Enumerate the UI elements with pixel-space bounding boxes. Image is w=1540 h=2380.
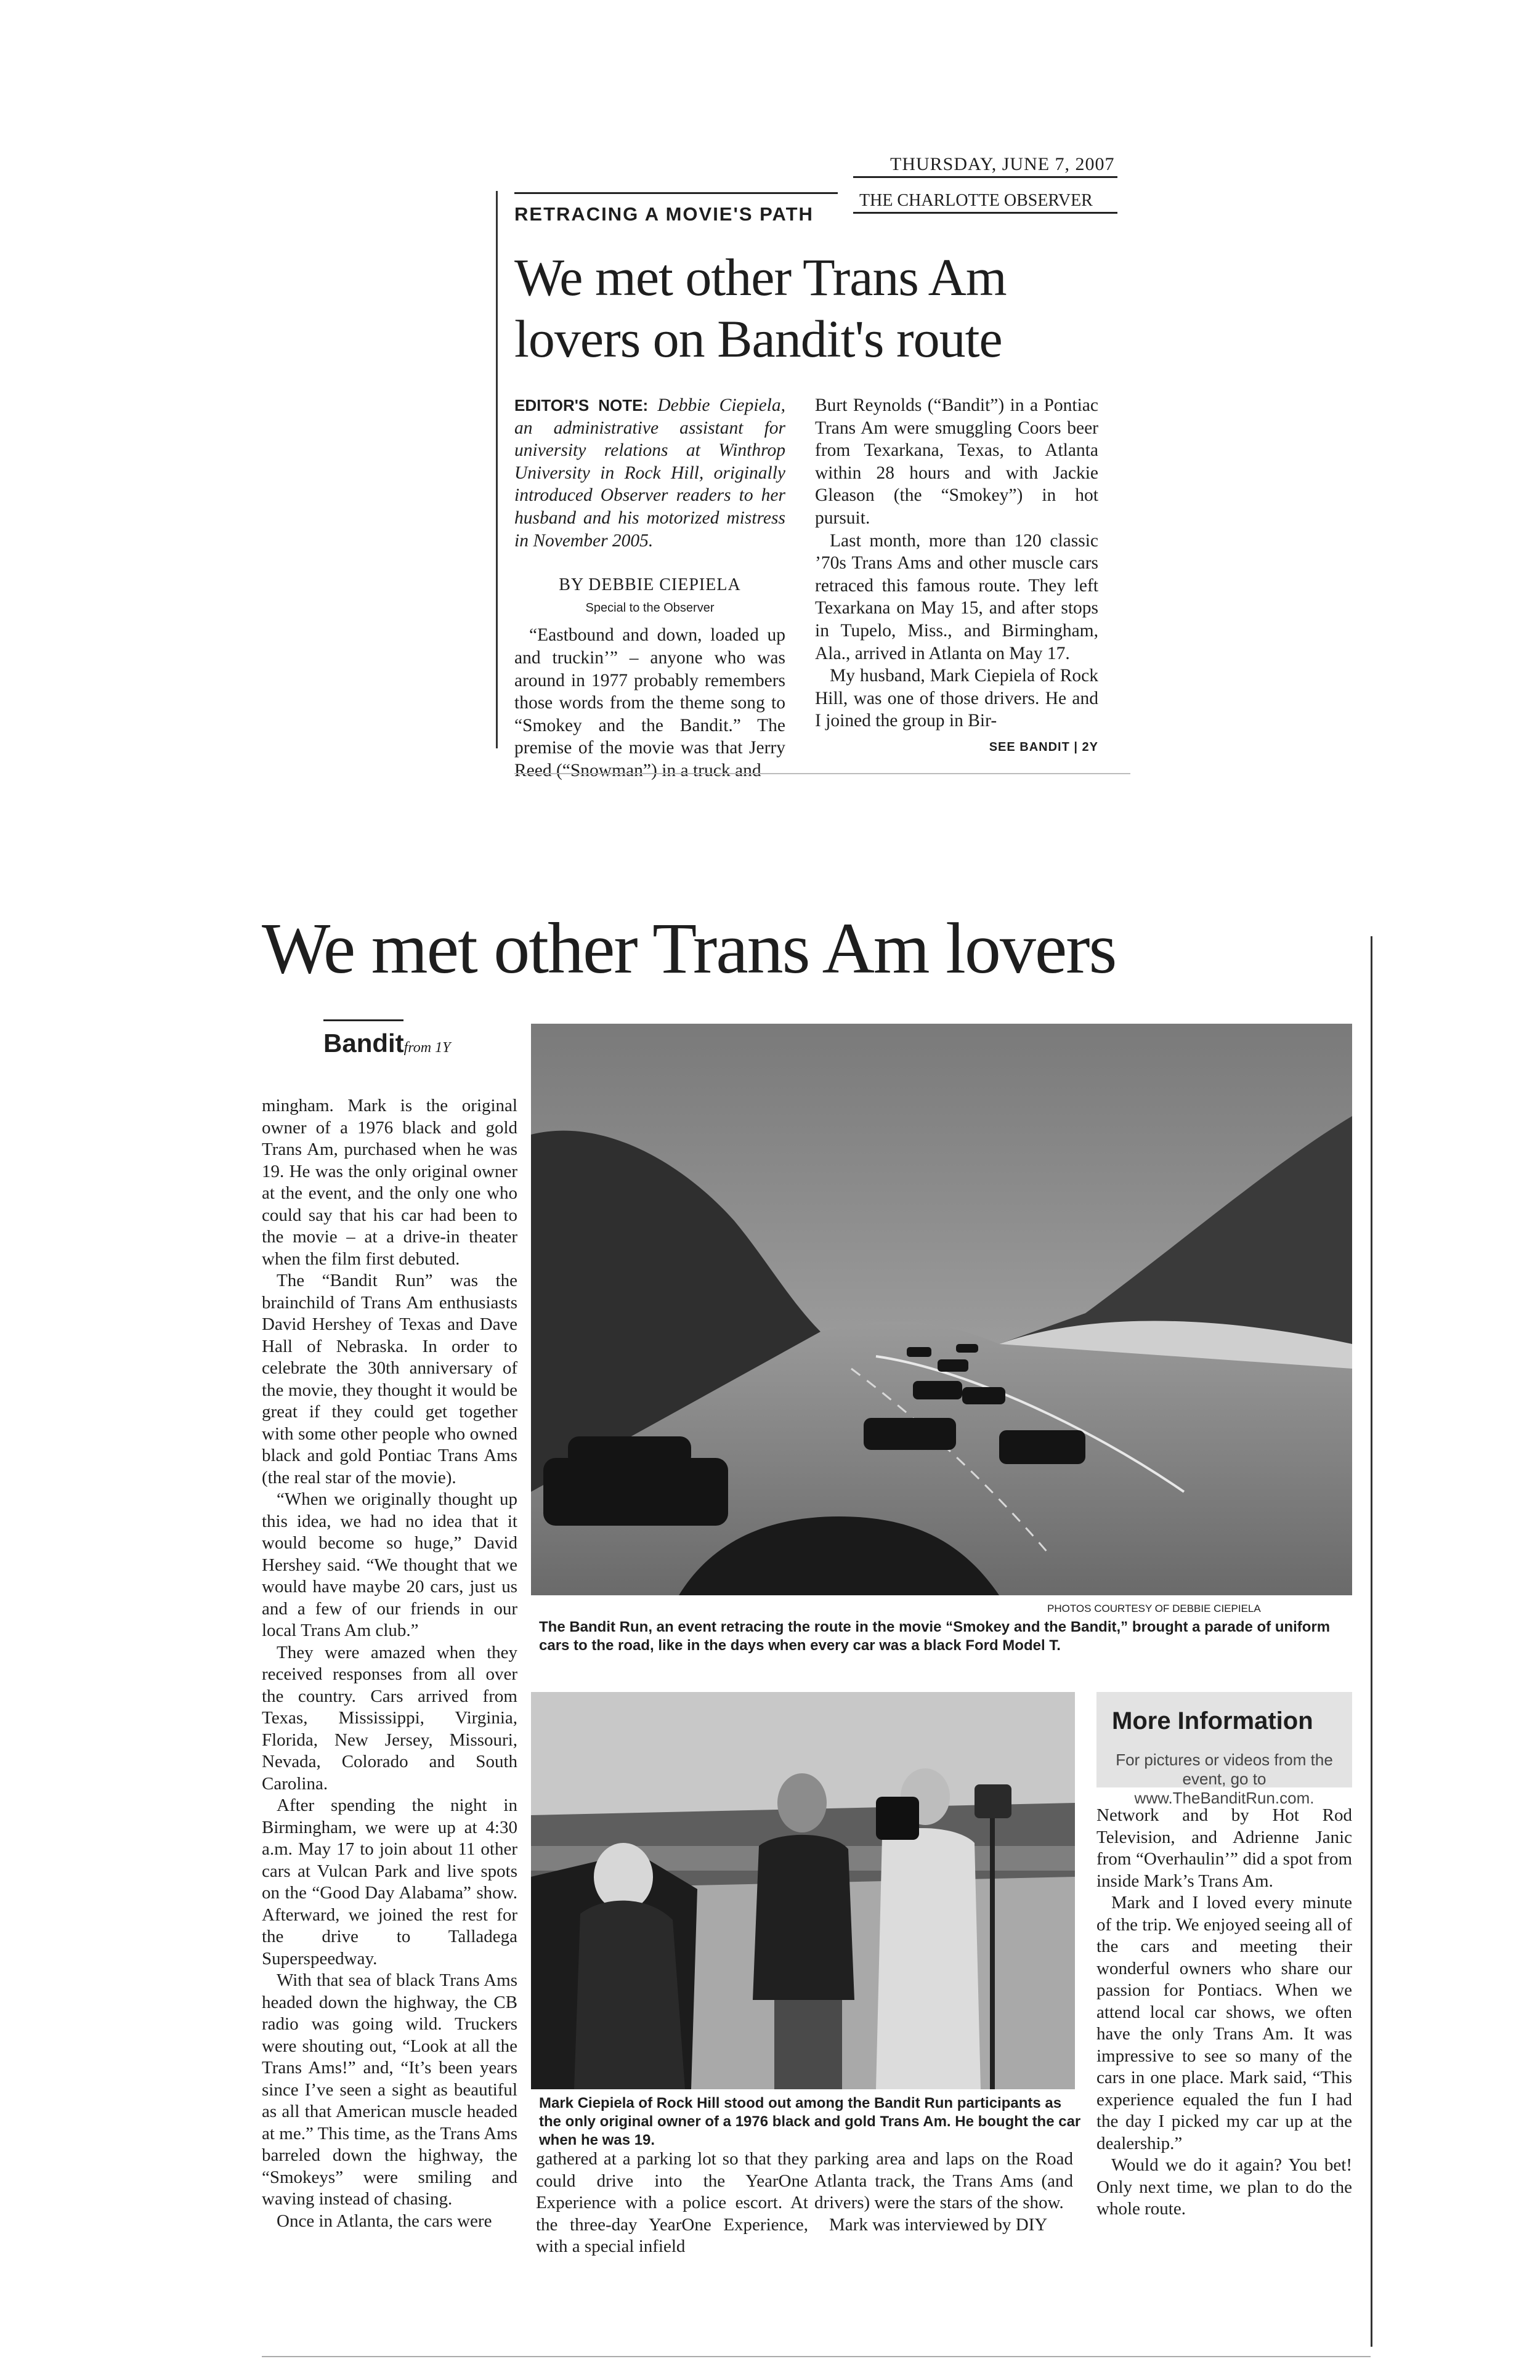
- owner-interview-photo: [531, 1692, 1075, 2089]
- kicker-rule: [514, 192, 838, 194]
- byline: BY DEBBIE CIEPIELA: [559, 575, 741, 595]
- photo-caption: Mark Ciepiela of Rock Hill stood out among the Bandit Run participants as the only original owner of a 1976 black and gold Trans Am. He bought the car when he was 19.: [539, 2095, 1081, 2148]
- jump-head-word: Bandit: [323, 1029, 404, 1058]
- paragraph: They were amazed when they received responses from all over the country. Cars arrived from Texas, Mississippi, Virginia, Florida, New Jersey, Missouri, Nevada, Colorado and South Carolina.: [262, 1642, 517, 1794]
- paragraph: Once in Atlanta, the cars were: [277, 2211, 492, 2231]
- byline-affiliation: Special to the Observer: [585, 601, 715, 615]
- paragraph: “When we originally thought up this idea, we had no idea that it would become so huge,” David Hershey said. “We thought that we would have maybe 20 cars, just us and a few of our friends in our local Trans Am club.”: [262, 1489, 517, 1640]
- paragraph: parking area and laps on the Road Atlanta track, the Trans Ams (and drivers) were the stars of the show.: [814, 2149, 1073, 2212]
- paragraph: Last month, more than 120 classic ’70s Trans Ams and other muscle cars retraced this famous route. They left Texarkana on May 15, and after stops in Tupelo, Miss., and Birmingham, Ala., arrived in Atlanta on May 17.: [815, 530, 1098, 663]
- section-kicker: RETRACING A MOVIE'S PATH: [514, 203, 814, 225]
- editors-note: [514, 394, 785, 552]
- paragraph: After spending the night in Birmingham, we were up at 4:30 a.m. May 17 to join about 11 other cars at Vulcan Park and live spots on the “Good Day Alabama” show. Afterward, we joined the rest for the drive to Talladega Superspeedway.: [262, 1795, 517, 1969]
- editors-note-text: Debbie Ciepiela, an administrative assistant for university relations at Winthrop University in Rock Hill, originally introduced Observer readers to her husband and his motorized mistress in November 2005.: [514, 395, 785, 551]
- jump-rule: [323, 1019, 403, 1021]
- paragraph: My husband, Mark Ciepiela of Rock Hill, was one of those drivers. He and I joined the group in Bir-: [815, 666, 1098, 731]
- info-box-title: More Information: [1112, 1707, 1313, 1734]
- paragraph: Network and by Hot Rod Television, and Adrienne Janic from “Overhaulin’” did a spot from inside Mark’s Trans Am.: [1096, 1805, 1352, 1891]
- paragraph: Burt Reynolds (“Bandit”) in a Pontiac Trans Am were smuggling Coors beer from Texarkana, Texas, to Atlanta within 28 hours and with Jackie Gleason (the “Smokey”) in hot pursuit.: [815, 395, 1098, 528]
- paragraph: mingham. Mark is the original owner of a 1976 black and gold Trans Am, purchased when he was 19. He was the only original owner at the event, and the only one who could say that his car had been to the movie – at a drive-in theater when the film first debuted.: [262, 1096, 517, 1269]
- newspaper-name: THE CHARLOTTE OBSERVER: [853, 191, 1117, 214]
- paragraph: With that sea of black Trans Ams headed down the highway, the CB radio was going wild. Truckers were shouting out, “Look at all the Trans Ams!” and, “It’s been years since I’ve seen a sight as beautiful as all that American muscle headed at me.” This time, as the Trans Ams barreled down the highway, the “Smokeys” were smiling and waving instead of chasing.: [262, 1970, 517, 2209]
- clipping-bottom-edge: [262, 2356, 1371, 2357]
- issue-date: THURSDAY, JUNE 7, 2007: [853, 154, 1117, 178]
- article2-column-3: [814, 2148, 1073, 2236]
- article2-column-4: [1096, 1805, 1352, 2220]
- paragraph: Would we do it again? You bet! Only next time, we plan to do the whole route.: [1096, 2155, 1352, 2219]
- clipping-edge: [496, 191, 498, 748]
- jump-reference: SEE BANDIT | 2Y: [989, 740, 1098, 754]
- paragraph: Mark and I loved every minute of the trip. We enjoyed seeing all of the cars and meeting their wonderful owners who share our passion for Pontiacs. When we attend local car shows, we often have the only Trans Am. It was impressive to see so many of the cars in one place. Mark said, “This experience equaled the fun I had the day I picked my car up at the dealership.”: [1096, 1893, 1352, 2153]
- article2-column-2: [536, 2148, 808, 2258]
- article1-column-left: [514, 394, 785, 782]
- jump-from: from 1Y: [403, 1040, 451, 1056]
- photo-credit: PHOTOS COURTESY OF DEBBIE CIEPIELA: [1047, 1603, 1261, 1614]
- article2-column-1: [262, 1095, 517, 2232]
- article1-column-right: [815, 394, 1098, 759]
- clipping-edge: [1371, 936, 1372, 2347]
- info-box-text: For pictures or videos from the event, go to www.TheBanditRun.com.: [1116, 1751, 1333, 1807]
- photo-caption: The Bandit Run, an event retracing the route in the movie “Smokey and the Bandit,” brought a parade of uniform cars to the road, like in the days when every car was a black Ford Model T.: [539, 1619, 1331, 1654]
- paragraph: “Eastbound and down, loaded up and truckin’” – anyone who was around in 1977 probably remembers those words from the theme song to “Smokey and the Bandit.” The premise of the movie was that Jerry Reed (“Snowman”) in a truck and: [514, 625, 785, 780]
- highway-parade-photo: [531, 1024, 1352, 1595]
- page-title: We met other Trans Am lovers on Bandit's route: [514, 248, 1007, 368]
- paragraph: The “Bandit Run” was the brainchild of Trans Am enthusiasts David Hershey of Texas and Dave Hall of Nebraska. In order to celebrate the 30th anniversary of the movie, they thought it would be great if they could get together with some other people who owned black and gold Pontiac Trans Ams (the real star of the movie).: [262, 1271, 517, 1488]
- clipping-bottom-edge: [514, 773, 1130, 774]
- paragraph: Mark was interviewed by DIY: [829, 2214, 1048, 2235]
- continued-headline: We met other Trans Am lovers: [262, 908, 1116, 989]
- jump-head: [323, 1029, 450, 1058]
- editors-note-label: EDITOR'S NOTE:: [514, 396, 649, 415]
- paragraph: gathered at a parking lot so that they could drive into the YearOne Experience with a police escort. At the three-day YearOne Experience, with a special infield: [536, 2149, 808, 2256]
